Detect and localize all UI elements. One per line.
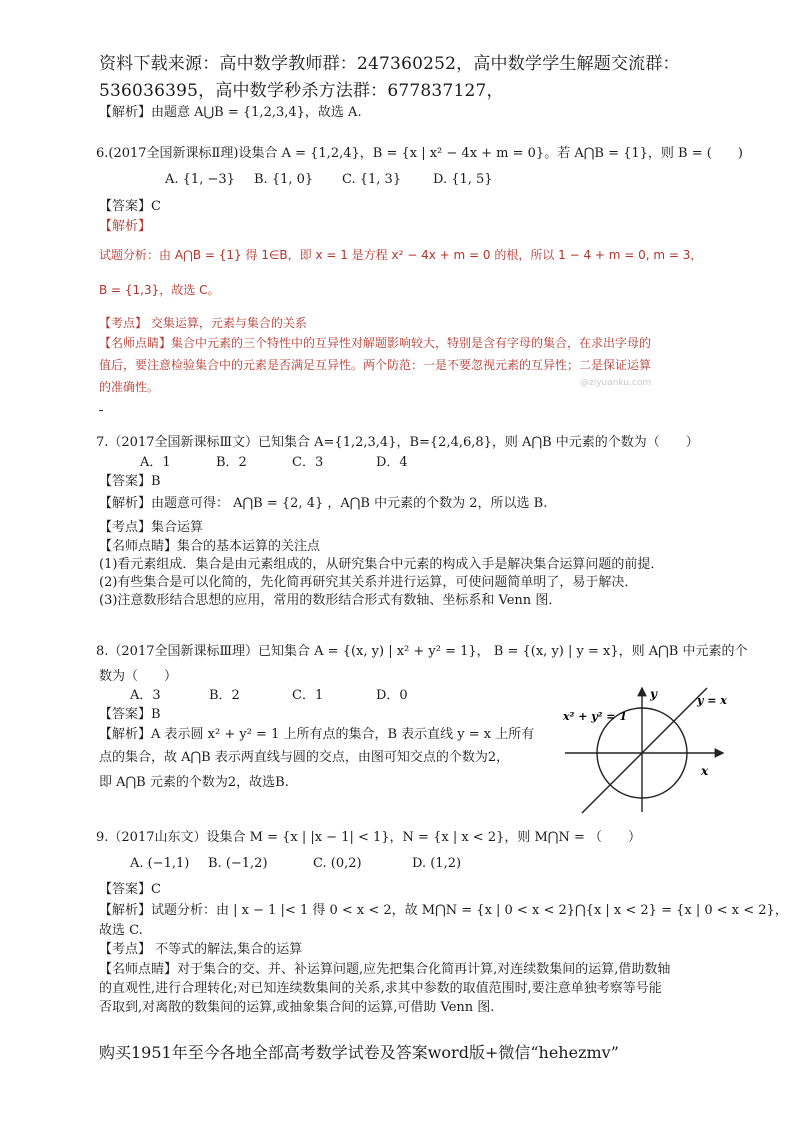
q8-option-d: D．0: [376, 688, 408, 703]
q9-tip-1: 【名师点睛】对于集合的交、并、补运算问题,应先把集合化简再计算,对连续数集间的运算,借助数轴: [99, 962, 671, 977]
q9-tip-3: 否取到,对离散的数集间的运算,或抽象集合间的运算,可借助 Venn 图.: [99, 1000, 495, 1015]
q6-analysis-2: B = {1,3}，故选 C。: [99, 283, 220, 297]
q8-option-b: B．2: [209, 688, 240, 703]
q7-option-d: D．4: [376, 455, 408, 470]
q9-stem: 9.（2017山东文）设集合 M = {x | |x − 1| < 1}，N = {x | x < 2}，则 M⋂N = （ ）: [96, 830, 642, 845]
q7-stem: 7.（2017全国新课标Ⅲ文）已知集合 A={1,2,3,4}，B={2,4,6,8}，则 A⋂B 中元素的个数为（ ）: [96, 435, 699, 450]
q6-option-b: B. {1, 0}: [254, 172, 314, 187]
q6-analysis-label: 【解析】: [99, 219, 152, 234]
line-y-eq-x: [582, 688, 707, 813]
line-equation-label: y = x: [697, 694, 727, 707]
circle-equation-label: x² + y² = 1: [563, 710, 627, 723]
q6-tip-3: 的准确性。: [99, 380, 160, 394]
q7-tip-item-1: (1)看元素组成．集合是由元素组成的，从研究集合中元素的构成入手是解决集合运算问题的前提．: [99, 557, 664, 572]
small-dash: [99, 410, 103, 411]
header-line-2: 536036395，高中数学秒杀方法群：677837127，: [99, 81, 504, 101]
q6-stem: 6.(2017全国新课标Ⅱ理)设集合 A = {1,2,4}，B = {x | x² − 4x + m = 0}。若 A⋂B = {1}，则 B = ( ): [96, 146, 743, 161]
q9-analysis-2: 故选 C.: [99, 923, 143, 938]
footer-text: 购买1951年至今各地全部高考数学试卷及答案word版+微信“hehezmv”: [99, 1043, 619, 1062]
q6-point: 【考点】 交集运算，元素与集合的关系: [99, 316, 307, 330]
q7-tip-item-3: (3)注意数形结合思想的应用，常用的数形结合形式有数轴、坐标系和 Venn 图．: [99, 593, 562, 608]
q9-option-d: D. (1,2): [412, 856, 462, 871]
q5-analysis: 【解析】由题意 A⋃B = {1,2,3,4}，故选 A.: [99, 105, 362, 120]
q8-option-a: A．3: [130, 688, 161, 703]
q8-stem-1: 8.（2017全国新课标Ⅲ理）已知集合 A = {(x, y) | x² + y² = 1}， B = {(x, y) | y = x}，则 A⋂B 中元素的个: [96, 644, 748, 659]
y-axis-label: y: [650, 687, 657, 701]
q7-option-c: C．3: [292, 455, 324, 470]
q6-tip-2: 值后，要注意检验集合中的元素是否满足互异性。两个防范：一是不要忽视元素的互异性；二是保证运算: [99, 358, 652, 372]
q9-option-c: C. (0,2): [313, 856, 362, 871]
q6-analysis-1: 试题分析：由 A⋂B = {1} 得 1∈B，即 x = 1 是方程 x² − 4x + m = 0 的根，所以 1 − 4 + m = 0, m = 3，: [99, 248, 703, 262]
q9-analysis-1: 【解析】试题分析：由 | x − 1 |< 1 得 0 < x < 2，故 M⋂N = {x | 0 < x < 2}⋂{x | x < 2} = {x | 0 < x < 2}，: [99, 903, 788, 918]
watermark: @ziyuanku.com: [580, 378, 652, 388]
q7-option-a: A．1: [140, 455, 171, 470]
q7-option-b: B．2: [216, 455, 247, 470]
q8-analysis-1: 【解析】A 表示圆 x² + y² = 1 上所有点的集合，B 表示直线 y = x 上所有: [99, 727, 535, 742]
q6-option-d: D. {1, 5}: [433, 172, 493, 187]
q6-option-c: C. {1, 3}: [342, 172, 402, 187]
q9-option-b: B. (−1,2): [208, 856, 268, 871]
header-line-1: 资料下载来源：高中数学教师群：247360252，高中数学学生解题交流群：: [99, 54, 680, 74]
q8-figure: [555, 680, 740, 825]
q8-answer: 【答案】B: [99, 707, 161, 722]
q9-point: 【考点】 不等式的解法,集合的运算: [99, 942, 303, 957]
q8-option-c: C．1: [292, 688, 324, 703]
q7-point: 【考点】集合运算: [99, 520, 204, 535]
q6-answer: 【答案】C: [99, 199, 161, 214]
q7-answer: 【答案】B: [99, 474, 161, 489]
q7-analysis: 【解析】由题意可得： A⋂B = {2, 4} ，A⋂B 中元素的个数为 2，所以选 B.: [99, 496, 548, 511]
q9-answer: 【答案】C: [99, 882, 161, 897]
q6-option-a: A. {1, −3}: [165, 172, 235, 187]
q9-tip-2: 的直观性,进行合理转化;对已知连续数集间的关系,求其中参数的取值范围时,要注意单独考察等号能: [99, 981, 662, 996]
q6-tip-1: 【名师点睛】集合中元素的三个特性中的互异性对解题影响较大，特别是含有字母的集合，在求出字母的: [99, 336, 652, 350]
q9-option-a: A. (−1,1): [130, 856, 190, 871]
q8-analysis-3: 即 A⋂B 元素的个数为2，故选B.: [99, 775, 289, 790]
q8-stem-2: 数为（ ）: [99, 669, 178, 684]
q7-tip: 【名师点睛】集合的基本运算的关注点: [99, 539, 321, 554]
x-axis-label: x: [701, 764, 709, 778]
q7-tip-item-2: (2)有些集合是可以化简的，先化简再研究其关系并进行运算，可使问题简单明了，易于解决．: [99, 575, 638, 590]
q8-analysis-2: 点的集合，故 A⋂B 表示两直线与圆的交点，由图可知交点的个数为2，: [99, 750, 510, 765]
